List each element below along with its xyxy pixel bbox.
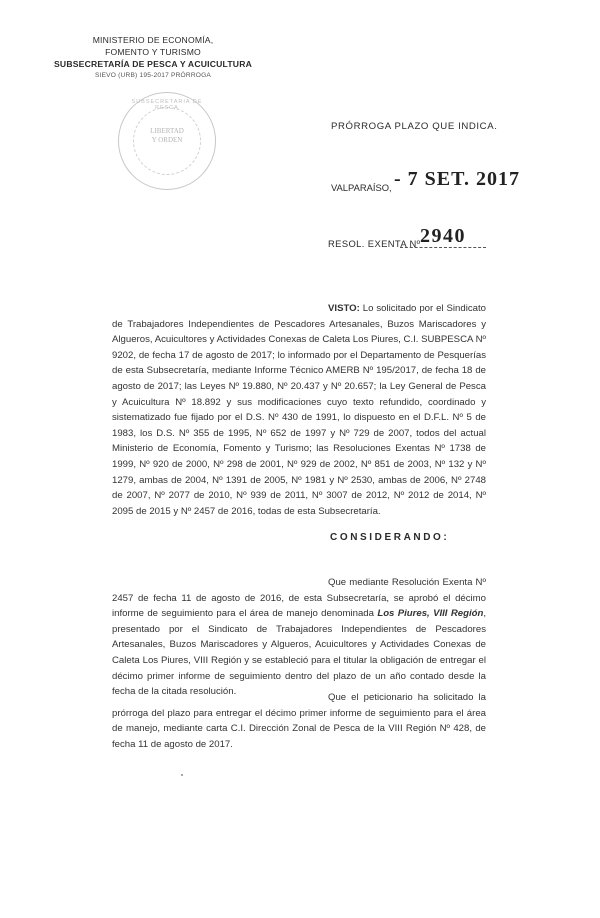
letterhead-subsecretariat: SUBSECRETARÍA DE PESCA Y ACUICULTURA bbox=[53, 59, 253, 69]
resolution-number: 2940 bbox=[420, 225, 466, 247]
seal-center-text bbox=[119, 127, 215, 145]
letterhead-ministry: MINISTERIO DE ECONOMÍA, bbox=[92, 35, 214, 45]
place-label: VALPARAÍSO, bbox=[331, 182, 392, 193]
letterhead bbox=[48, 34, 258, 82]
considerando-heading: CONSIDERANDO: bbox=[330, 532, 450, 543]
seal-ring-text: SUBSECRETARIA DE PESCA bbox=[131, 99, 203, 111]
seal-center-line2: Y ORDEN bbox=[151, 136, 183, 144]
considerando-p1-part-a: Que mediante Resolución Exenta Nº 2457 de fecha 11 de agosto de 2016, de esta Subsecretaría, se aprobó el décimo informe de seguimiento para el área de manejo denominada bbox=[112, 577, 486, 620]
letterhead-ministry-2: FOMENTO Y TURISMO bbox=[105, 47, 201, 57]
document-subject: PRÓRROGA PLAZO QUE INDICA. bbox=[331, 121, 498, 132]
scan-speck bbox=[181, 774, 183, 776]
considerando-paragraph-1 bbox=[112, 575, 486, 700]
seal-center-line1: LIBERTAD bbox=[150, 127, 184, 135]
letterhead-reference: SIEVO (URB) 195-2017 PRÓRROGA bbox=[94, 72, 212, 79]
visto-text: Lo solicitado por el Sindicato de Trabajadores Independientes de Pescadores Artesanales, Buzos Mariscadores y Algueros, Acuicultores y Actividades Conexas de Caleta Los Piures, C.I. SUBPESCA Nº 9202, de fecha 17 de agosto de 2017; lo informado por el Departamento de Pesquerías de esta Subsecretaría, mediante Informe Técnico AMERB Nº 195/2017, de fecha 18 de agosto de 2017; las Leyes Nº 19.880, Nº 20.437 y Nº 20.657; la Ley General de Pesca y Acuicultura Nº 18.892 y sus modificaciones cuyo texto refundido, coordinado y sistematizado fue fijado por el D.S. Nº 430 de 1991, lo dispuesto en el D.F.L. Nº 5 de 1983, los D.S. Nº 355 de 1995, Nº 652 de 1997 y Nº 729 de 2007, todos del actual Ministerio de Economía, Fomento y Turismo; las Resoluciones Exentas Nº 1738 de 1999, Nº 920 de 2000, Nº 298 de 2001, Nº 929 de 2002, Nº 851 de 2003, Nº 132 y Nº 1279, ambas de 2004, Nº 1391 de 2005, Nº 1981 y Nº 2530, ambas de 2006, Nº 2748 de 2007, Nº 2077 de 2010, Nº 939 de 2011, Nº 3007 de 2012, Nº 2012 de 2014, Nº 2095 de 2015 y Nº 2457 de 2016, todas de esta Subsecretaría. bbox=[112, 303, 486, 517]
visto-label: VISTO: bbox=[328, 303, 360, 314]
considerando-paragraph-2: Que el peticionario ha solicitado la prórroga del plazo para entregar el décimo primer informe de seguimiento para el área de manejo, mediante carta C.I. Dirección Zonal de Pesca de la VIII Región Nº 428, de fecha 11 de agosto de 2017. bbox=[112, 692, 486, 750]
visto-paragraph bbox=[112, 301, 486, 519]
considerando-p1-part-b: , presentado por el Sindicato de Trabajadores Independientes de Pescadores Artesanales, Buzos Mariscadores y Algueros, Acuicultores y Actividades Conexas de Caleta Los Piures, VIII Región y se estableció para el titular la obligación de entregar el décimo primer informe de seguimiento dentro del plazo de un año contado desde la fecha de la citada resolución. bbox=[112, 608, 486, 698]
official-seal-stamp bbox=[118, 92, 216, 190]
date-stamp: - 7 SET. 2017 bbox=[394, 168, 520, 190]
resolution-label: RESOL. EXENTA Nº bbox=[328, 238, 421, 249]
area-name: Los Piures, VIII Región bbox=[377, 608, 484, 620]
